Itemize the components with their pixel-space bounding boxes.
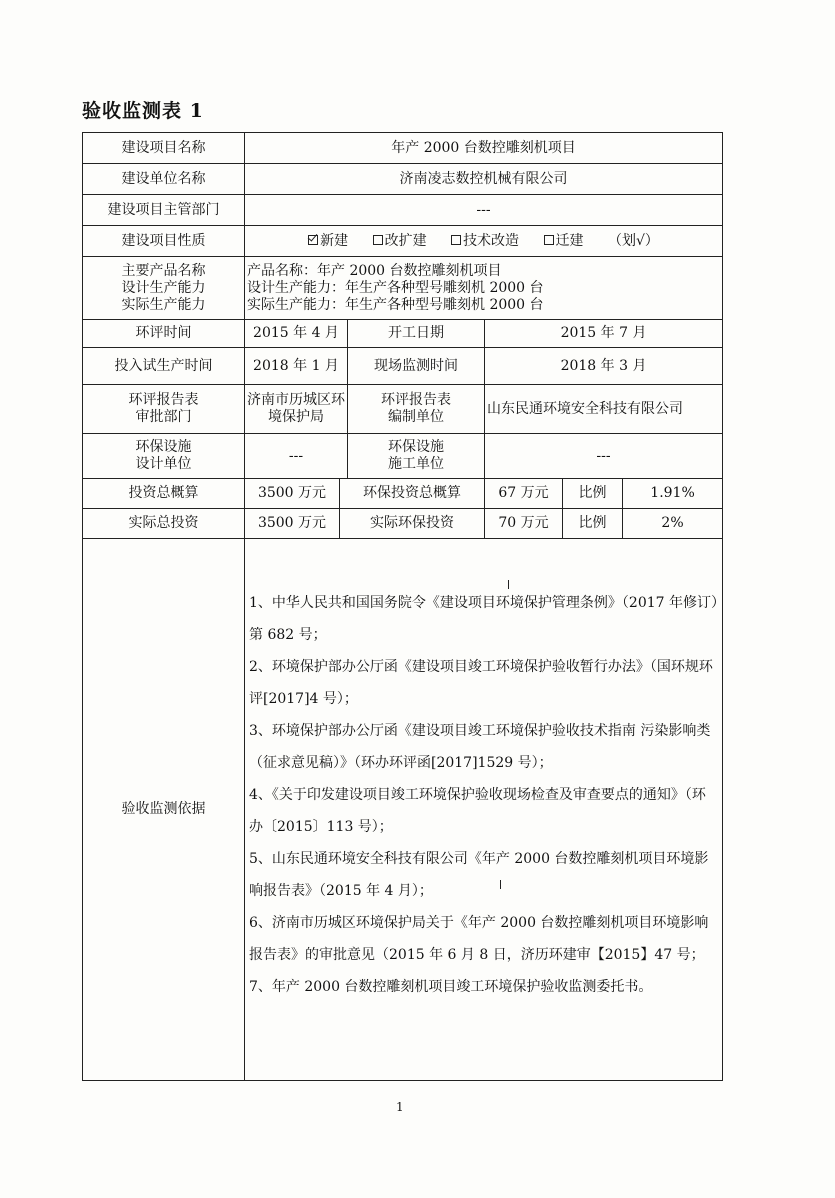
basis-item: 3、环境保护部办公厅函《建设项目竣工环境保护验收技术指南 污染影响类（征求意见稿）》（环办环评函[2017]1529 号）； xyxy=(249,723,711,771)
value-compile-unit: 山东民通环境安全科技有限公司 xyxy=(485,385,723,434)
value-eia-time: 2015 年 4 月 xyxy=(245,320,348,348)
label-facility-design: 环保设施 设计单位 xyxy=(83,434,245,479)
scan-mark xyxy=(500,880,501,889)
value-facility-construct: --- xyxy=(485,434,723,479)
option-tech: 技术改造 xyxy=(451,233,519,250)
label-basis: 验收监测依据 xyxy=(83,539,245,1081)
value-actual: 3500 万元 xyxy=(245,509,340,539)
option-new: 新建 xyxy=(308,233,348,250)
basis-item: 5、山东民通环境安全科技有限公司《年产 2000 台数控雕刻机项目环境影响报告表》（2015 年 4 月）； xyxy=(249,851,709,899)
value-budget-ratio: 1.91% xyxy=(623,479,723,509)
page-number: 1 xyxy=(396,1100,404,1114)
label-env-actual: 实际环保投资 xyxy=(340,509,485,539)
document-title: 验收监测表 1 xyxy=(82,100,204,122)
label-approval-dept: 环评报告表 审批部门 xyxy=(83,385,245,434)
value-basis xyxy=(245,539,723,1081)
value-env-actual: 70 万元 xyxy=(485,509,563,539)
row-product xyxy=(83,257,723,320)
label-start-date: 开工日期 xyxy=(348,320,485,348)
row-authority xyxy=(83,195,723,226)
option-expand: 改扩建 xyxy=(373,233,427,250)
basis-item: 1、中华人民共和国国务院令《建设项目环境保护管理条例》（2017 年修订）第 682 号； xyxy=(249,595,718,643)
basis-item: 4、《关于印发建设项目竣工环境保护验收现场检查及审查要点的通知》（环办〔2015〕113 号）； xyxy=(249,787,706,835)
label-monitor-time: 现场监测时间 xyxy=(348,348,485,385)
basis-item: 6、济南市历城区环境保护局关于《年产 2000 台数控雕刻机项目环境影响报告表》的审批意见（2015 年 6 月 8 日，济历环建审【2015】47 号； xyxy=(249,915,709,963)
basis-item: 7、年产 2000 台数控雕刻机项目竣工环境保护验收监测委托书。 xyxy=(249,979,653,995)
value-project-name: 年产 2000 台数控雕刻机项目 xyxy=(245,133,723,164)
value-company: 济南凌志数控机械有限公司 xyxy=(245,164,723,195)
row-project-name xyxy=(83,133,723,164)
scan-mark xyxy=(508,580,509,589)
value-env-budget: 67 万元 xyxy=(485,479,563,509)
basis-item: 2、环境保护部办公厅函《建设项目竣工环境保护验收暂行办法》（国环规环评[2017]4 号）； xyxy=(249,659,713,707)
label-company: 建设单位名称 xyxy=(83,164,245,195)
row-budget xyxy=(83,479,723,509)
value-actual-ratio: 2% xyxy=(623,509,723,539)
label-budget-ratio: 比例 xyxy=(563,479,623,509)
row-approval xyxy=(83,385,723,434)
row-company xyxy=(83,164,723,195)
label-budget: 投资总概算 xyxy=(83,479,245,509)
row-basis xyxy=(83,539,723,1081)
acceptance-monitoring-table xyxy=(82,132,723,1081)
row-trial-time xyxy=(83,348,723,385)
label-facility-construct: 环保设施 施工单位 xyxy=(348,434,485,479)
label-project-name: 建设项目名称 xyxy=(83,133,245,164)
value-monitor-time: 2018 年 3 月 xyxy=(485,348,723,385)
option-relocate: 迁建 xyxy=(544,233,584,250)
value-authority: --- xyxy=(245,195,723,226)
row-nature xyxy=(83,226,723,257)
row-actual xyxy=(83,509,723,539)
checkbox-empty-icon xyxy=(373,235,383,245)
label-actual: 实际总投资 xyxy=(83,509,245,539)
value-product: 产品名称：年产 2000 台数控雕刻机项目 设计生产能力：年生产各种型号雕刻机 2000 台 实际生产能力：年生产各种型号雕刻机 2000 台 xyxy=(245,257,723,320)
value-facility-design: --- xyxy=(245,434,348,479)
label-trial-time: 投入试生产时间 xyxy=(83,348,245,385)
checkbox-empty-icon xyxy=(544,235,554,245)
label-compile-unit: 环评报告表 编制单位 xyxy=(348,385,485,434)
value-approval-dept: 济南市历城区环境保护局 xyxy=(245,385,348,434)
label-actual-ratio: 比例 xyxy=(563,509,623,539)
label-nature: 建设项目性质 xyxy=(83,226,245,257)
checkbox-checked-icon xyxy=(308,235,318,245)
value-start-date: 2015 年 7 月 xyxy=(485,320,723,348)
row-eia-time xyxy=(83,320,723,348)
label-product: 主要产品名称 设计生产能力 实际生产能力 xyxy=(83,257,245,320)
row-facility xyxy=(83,434,723,479)
label-eia-time: 环评时间 xyxy=(83,320,245,348)
value-budget: 3500 万元 xyxy=(245,479,340,509)
value-trial-time: 2018 年 1 月 xyxy=(245,348,348,385)
nature-note: （划√） xyxy=(607,232,659,249)
label-env-budget: 环保投资总概算 xyxy=(340,479,485,509)
value-nature xyxy=(245,226,723,257)
checkbox-empty-icon xyxy=(451,235,461,245)
label-authority: 建设项目主管部门 xyxy=(83,195,245,226)
